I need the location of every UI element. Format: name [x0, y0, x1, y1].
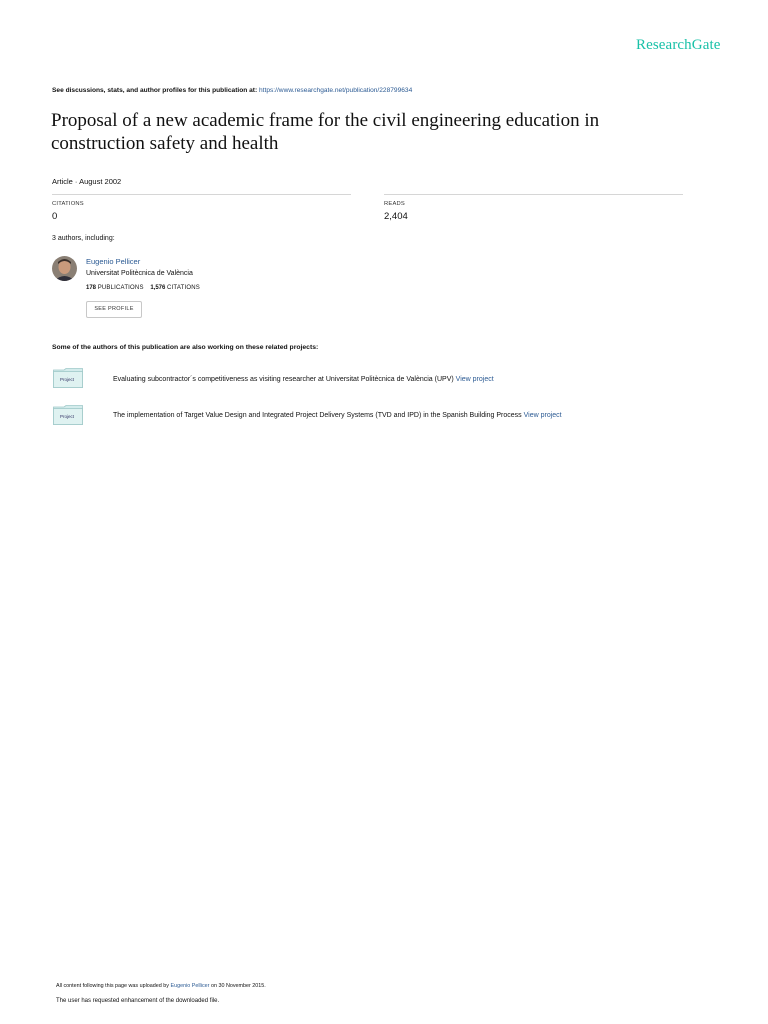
author-name-link[interactable]: Eugenio Pellicer: [86, 257, 141, 266]
uploaded-by-line: [56, 983, 266, 989]
see-profile-button[interactable]: SEE PROFILE: [86, 301, 142, 318]
project-title: Evaluating subcontractor´s competitiveness as visiting researcher at Universitat Politècnica de València (UPV): [113, 376, 454, 383]
project-folder-icon[interactable]: [53, 368, 83, 393]
project-item: [113, 412, 562, 419]
author-citations-label: CITATIONS: [167, 285, 200, 291]
project-title: The implementation of Target Value Design and Integrated Project Delivery Systems (TVD and IPD) in the Spanish Building Process: [113, 412, 522, 419]
enhancement-note: The user has requested enhancement of the downloaded file.: [56, 998, 220, 1004]
publication-title: Proposal of a new academic frame for the civil engineering education in construction safety and health: [51, 110, 600, 154]
see-discussions-line: [52, 87, 412, 94]
reads-divider: [384, 194, 683, 195]
citations-divider: [52, 194, 351, 195]
uploaded-prefix: All content following this page was uploaded by: [56, 983, 171, 989]
project-icon-label: Project: [60, 414, 75, 419]
author-avatar[interactable]: [52, 256, 77, 281]
view-project-link[interactable]: View project: [455, 376, 494, 383]
author-citations-count: 1,576: [150, 285, 166, 291]
article-meta: Article · August 2002: [52, 177, 122, 186]
project-folder-icon[interactable]: [53, 405, 83, 430]
citations-value: 0: [52, 211, 58, 222]
project-icon-label: Project: [60, 377, 75, 382]
publication-url-link[interactable]: https://www.researchgate.net/publication/228799634: [259, 87, 413, 94]
projects-heading: Some of the authors of this publication are also working on these related projects:: [52, 344, 319, 351]
uploaded-suffix: on 30 November 2015.: [209, 983, 266, 989]
publications-count: 178: [86, 285, 97, 291]
view-project-link[interactable]: View project: [523, 412, 562, 419]
author-stats: [86, 285, 200, 291]
author-institution: Universitat Politècnica de València: [86, 270, 193, 277]
see-prefix: See discussions, stats, and author profiles for this publication at:: [52, 87, 260, 94]
reads-label: READS: [384, 201, 405, 207]
researchgate-logo[interactable]: ResearchGate: [636, 37, 721, 53]
citations-label: CITATIONS: [52, 201, 84, 207]
reads-value: 2,404: [384, 211, 408, 222]
project-item: [113, 376, 494, 383]
publications-label: PUBLICATIONS: [97, 285, 144, 291]
authors-including: 3 authors, including:: [52, 235, 115, 242]
uploader-link[interactable]: Eugenio Pellicer: [170, 983, 210, 989]
